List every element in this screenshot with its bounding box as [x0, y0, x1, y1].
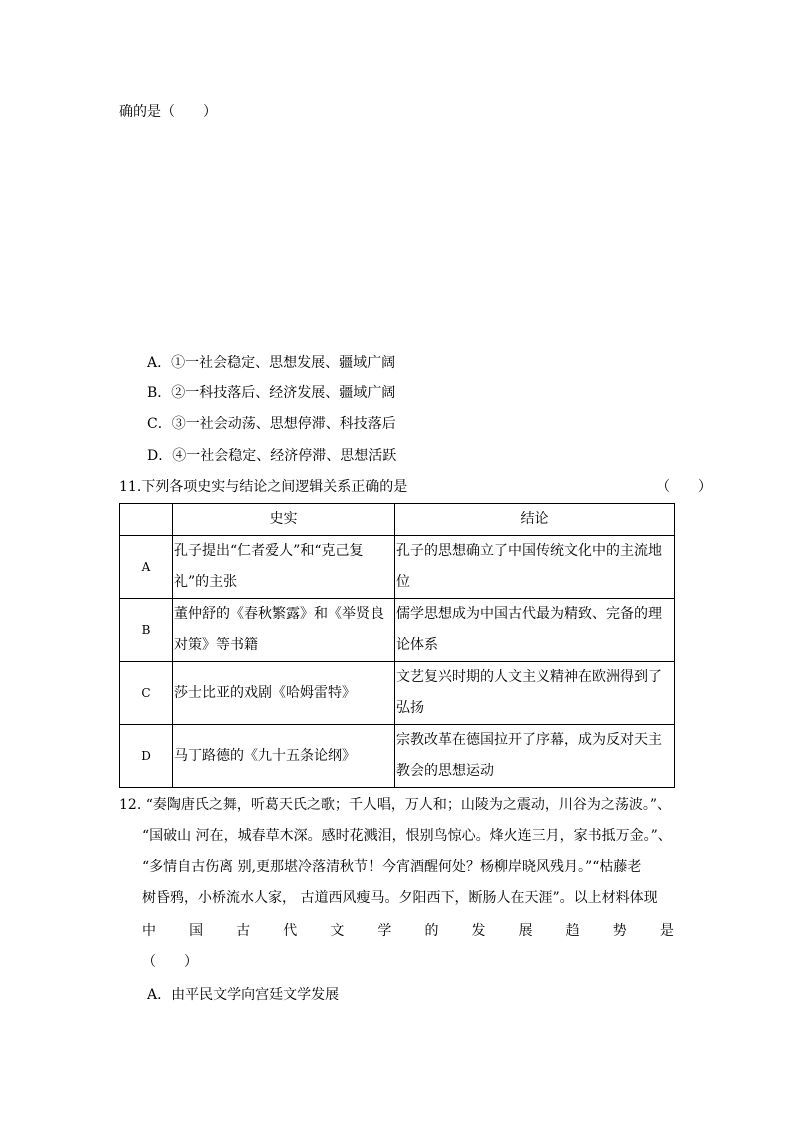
spread-char: 的	[424, 923, 439, 939]
row-letter: A	[120, 536, 173, 599]
table-row	[120, 536, 675, 599]
question-stem-tail: 确的是（ ）	[119, 104, 217, 120]
row-letter: B	[120, 599, 173, 662]
row-fact: 董仲舒的《春秋繁露》和《举贤良对策》等书籍	[173, 599, 395, 662]
spread-char: 古	[236, 923, 251, 939]
option-a[interactable]: A．①一社会稳定、思想发展、疆域广阔	[147, 355, 396, 371]
row-fact: 马丁路德的《九十五条论纲》	[173, 725, 395, 788]
option-d[interactable]: D．④一社会稳定、经济停滞、思想活跃	[147, 448, 397, 464]
spread-char: 代	[283, 923, 298, 939]
q12-line-2: “国破山 河在，城春草木深。感时花溅泪，恨别鸟惊心。烽火连三月，家书抵万金。”、	[142, 828, 672, 844]
header-fact: 史实	[173, 504, 395, 536]
header-blank	[120, 504, 173, 536]
spread-char: 是	[659, 923, 674, 939]
spread-char: 学	[377, 923, 392, 939]
row-conclusion: 孔子的思想确立了中国传统文化中的主流地位	[395, 536, 675, 599]
option-c[interactable]: C．③一社会动荡、思想停滞、科技落后	[147, 416, 396, 432]
row-fact: 莎士比亚的戏剧《哈姆雷特》	[173, 662, 395, 725]
row-conclusion: 儒学思想成为中国古代最为精致、完备的理论体系	[395, 599, 675, 662]
spread-char: 国	[189, 923, 204, 939]
row-letter: C	[120, 662, 173, 725]
spread-char: 趋	[565, 923, 580, 939]
q12-justified-line	[142, 919, 674, 943]
facts-table	[119, 503, 675, 788]
q12-option-a[interactable]: A．由平民文学向宫廷文学发展	[147, 987, 340, 1003]
row-conclusion: 文艺复兴时期的人文主义精神在欧洲得到了弘扬	[395, 662, 675, 725]
q12-line-1: 12. “奏陶唐氏之舞，听葛天氏之歌；千人唱，万人和；山陵为之震动，川谷为之荡波。”、	[119, 797, 672, 813]
spread-char: 文	[330, 923, 345, 939]
table-row	[120, 725, 675, 788]
spread-char: 展	[518, 923, 533, 939]
q12-answer-bracket[interactable]: （ ）	[142, 954, 198, 970]
spread-char: 中	[142, 923, 156, 939]
spread-char: 发	[471, 923, 486, 939]
q12-line-3: “多情自古伤离 别,更那堪冷落清秋节！今宵酒醒何处？杨柳岸晓风残月。”“枯藤老	[142, 859, 642, 875]
table-row	[120, 599, 675, 662]
q12-line-4: 树昏鸦，小桥流水人家， 古道西风瘦马。夕阳西下，断肠人在天涯”。以上材料体现	[142, 890, 658, 906]
table-row	[120, 662, 675, 725]
row-letter: D	[120, 725, 173, 788]
table-header-row	[120, 504, 675, 536]
row-fact: 孔子提出“仁者爱人”和“克己复礼”的主张	[173, 536, 395, 599]
spread-char: 势	[612, 923, 627, 939]
q11-stem: 11.下列各项史实与结论之间逻辑关系正确的是	[119, 479, 408, 495]
row-conclusion: 宗教改革在德国拉开了序幕，成为反对天主教会的思想运动	[395, 725, 675, 788]
header-conclusion: 结论	[395, 504, 675, 536]
option-b[interactable]: B．②一科技落后、经济发展、疆域广阔	[147, 385, 396, 401]
q11-answer-bracket[interactable]: （ ）	[656, 479, 712, 495]
